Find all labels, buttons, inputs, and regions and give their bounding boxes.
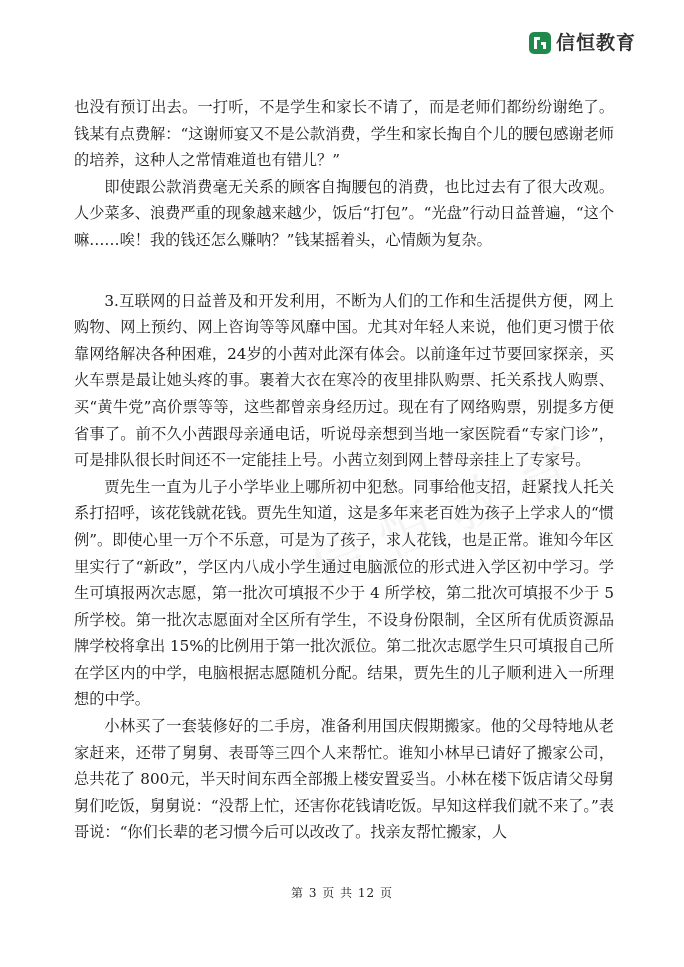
paragraph-3: 3.互联网的日益普及和开发利用，不断为人们的工作和生活提供方便，网上购物、网上预约、网上咨询等等风靡中国。尤其对年轻人来说，他们更习惯于依靠网络解决各种困难，24岁的小茜对此深有体会。以前逢年过节要回家探亲，买火车票是最让她头疼的事。裹着大衣在寒冷的夜里排队购票、托关系找人购票、买“黄牛党”高价票等等，这些都曾亲身经历过。现在有了网络购票，别提多方便省事了。前不久小茜跟母亲通电话，听说母亲想到当地一家医院看“专家门诊”，可是排队很长时间还不一定能挂上号。小茜立刻到网上替母亲挂上了专家号。 [74,291,614,470]
brand-name: 信恒教育 [556,31,637,54]
paragraph-2: 即使跟公款消费毫无关系的顾客自掏腰包的消费，也比过去有了很大改观。人少菜多、浪费严重的现象越来越少，饭后“打包”。“光盘”行动日益普遍，“这个嘛……唉！我的钱还怎么赚呐？”钱某摇着头，心情颇为复杂。 [74,177,615,249]
paragraph-5: 小林买了一套装修好的二手房，准备利用国庆假期搬家。他的父母特地从老家赶来，还带了舅舅、表哥等三四个人来帮忙。谁知小林早已请好了搬家公司，总共花了 800元，半天时间东西全部搬上楼安置妥当。小林在楼下饭店请父母舅舅们吃饭，舅舅说：“没帮上忙，还害你花钱请吃饭。早知这样我们就不来了。”表哥说：“你们长辈的老习惯今后可以改改了。找亲友帮忙搬家，人 [74,717,614,842]
brand-logo-icon [528,31,552,55]
paragraph-1: 也没有预订出去。一打听，不是学生和家长不请了，而是老师们都纷纷谢绝了。钱某有点费解：“这谢师宴又不是公款消费，学生和家长掏自个儿的腰包感谢老师的培养，这种人之常情难道也有错儿？” [74,98,614,170]
paragraph-4: 贾先生一直为儿子小学毕业上哪所初中犯愁。同事给他支招，赶紧找人托关系打招呼，该花钱就花钱。贾先生知道，这是多年来老百姓为孩子上学求人的“惯例”。即使心里一万个不乐意，可是为了孩子，求人花钱，也是正常。谁知今年区里实行了“新政”，学区内八成小学生通过电脑派位的形式进入学区初中学习。学生可填报两次志愿，第一批次可填报不少于 4 所学校，第二批次可填报不少于 5 所学校。第一批次志愿面对全区所有学生，不设身份限制，全区所有优质资源品牌学校将拿出 15%的比例用于第一批次派位。第二批次志愿学生只可填报自己所在学区内的中学，电脑根据志愿随机分配。结果，贾先生的儿子顺利进入一所理想的中学。 [74,477,614,709]
document-body [74,94,614,846]
page-number: 第 3 页 共 12 页 [291,886,393,900]
brand-logo [528,31,636,55]
section-gap [74,254,614,288]
